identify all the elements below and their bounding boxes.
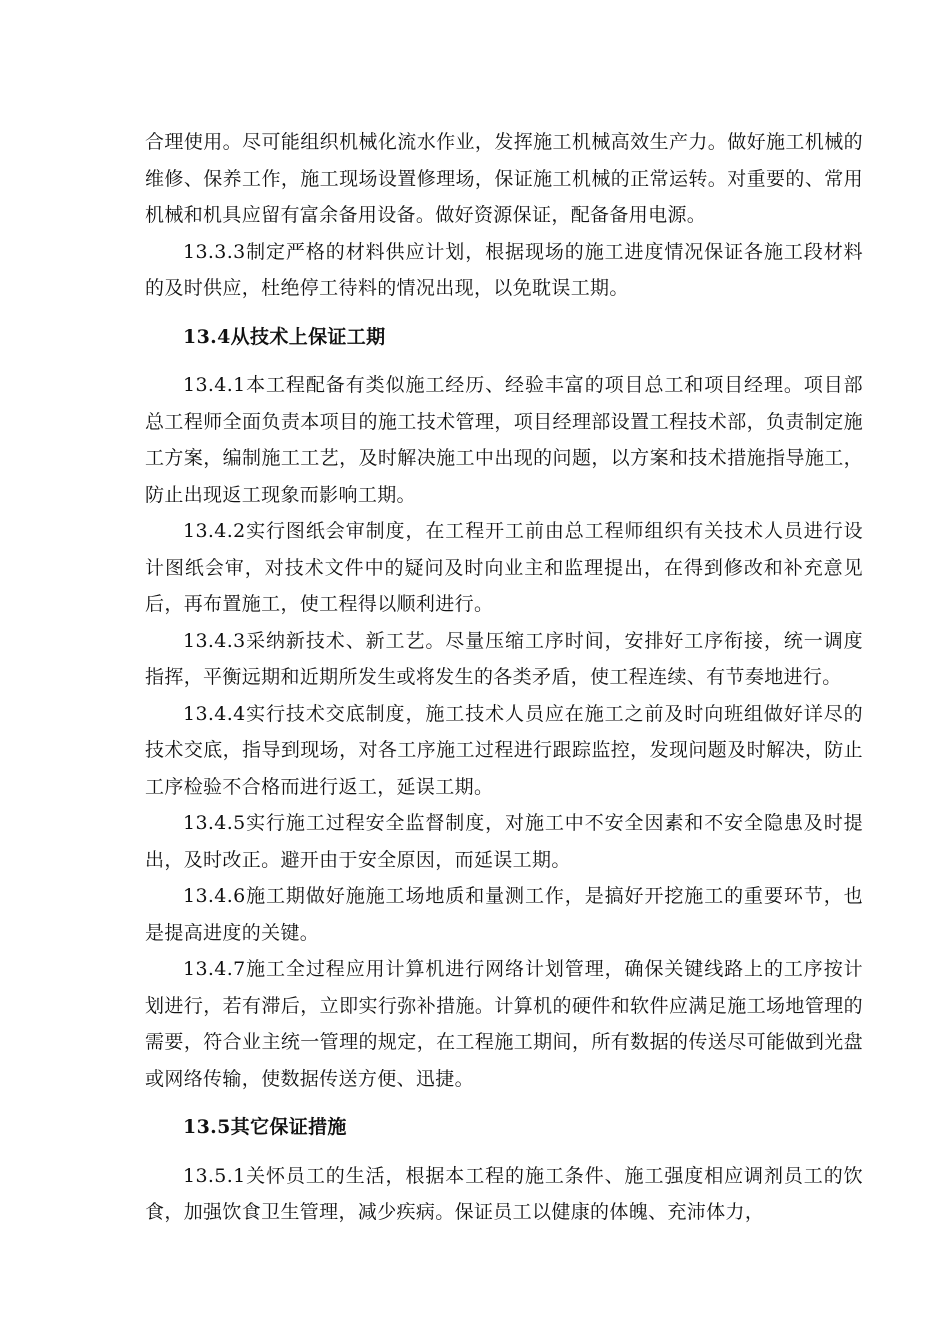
paragraph-13-4-2: 13.4.2实行图纸会审制度，在工程开工前由总工程师组织有关技术人员进行设计图纸会审，对技术文件中的疑问及时向业主和监理提出，在得到修改和补充意见后，再布置施工，使工程得以顺利进行。 (145, 520, 863, 615)
paragraph-13-4-6: 13.4.6施工期做好施施工场地质和量测工作，是搞好开挖施工的重要环节，也是提高进度的关键。 (145, 885, 863, 944)
paragraph-13-4-3: 13.4.3采纳新技术、新工艺。尽量压缩工序时间，安排好工序衔接，统一调度指挥，平衡远期和近期所发生或将发生的各类矛盾，使工程连续、有节奏地进行。 (145, 629, 863, 688)
paragraph-13-4-4: 13.4.4实行技术交底制度，施工技术人员应在施工之前及时向班组做好详尽的技术交底，指导到现场，对各工序施工过程进行跟踪监控，发现问题及时解决，防止工序检验不合格而进行返工，延误工期。 (145, 702, 863, 798)
paragraph-continuation: 合理使用。尽可能组织机械化流水作业，发挥施工机械高效生产力。做好施工机械的维修、保养工作，施工现场设置修理场，保证施工机械的正常运转。对重要的、常用机械和机具应留有富余备用设备。做好资源保证，配备备用电源。 (145, 131, 863, 226)
document-body (145, 124, 863, 1231)
paragraph-13-5-1: 13.5.1关怀员工的生活，根据本工程的施工条件、施工强度相应调剂员工的饮食，加强饮食卫生管理，减少疾病。保证员工以健康的体魄、充沛体力， (145, 1164, 863, 1223)
paragraph-13-4-7: 13.4.7施工全过程应用计算机进行网络计划管理，确保关键线路上的工序按计划进行，若有滞后，立即实行弥补措施。计算机的硬件和软件应满足施工场地管理的需要，符合业主统一管理的规定，在工程施工期间，所有数据的传送尽可能做到光盘或网络传输，使数据传送方便、迅捷。 (145, 958, 863, 1090)
section-heading-13-5: 13.5其它保证措施 (183, 1116, 347, 1138)
paragraph-13-4-5: 13.4.5实行施工过程安全监督制度，对施工中不安全因素和不安全隐患及时提出，及时改正。避开由于安全原因，而延误工期。 (145, 812, 863, 871)
section-heading-13-4: 13.4从技术上保证工期 (183, 325, 386, 348)
paragraph-13-4-1: 13.4.1本工程配备有类似施工经历、经验丰富的项目总工和项目经理。项目部总工程师全面负责本项目的施工技术管理，项目经理部设置工程技术部，负责制定施工方案，编制施工工艺，及时解决施工中出现的问题，以方案和技术措施指导施工，防止出现返工现象而影响工期。 (145, 374, 863, 506)
paragraph-13-3-3: 13.3.3制定严格的材料供应计划，根据现场的施工进度情况保证各施工段材料的及时供应，杜绝停工待料的情况出现，以免耽误工期。 (145, 240, 863, 299)
